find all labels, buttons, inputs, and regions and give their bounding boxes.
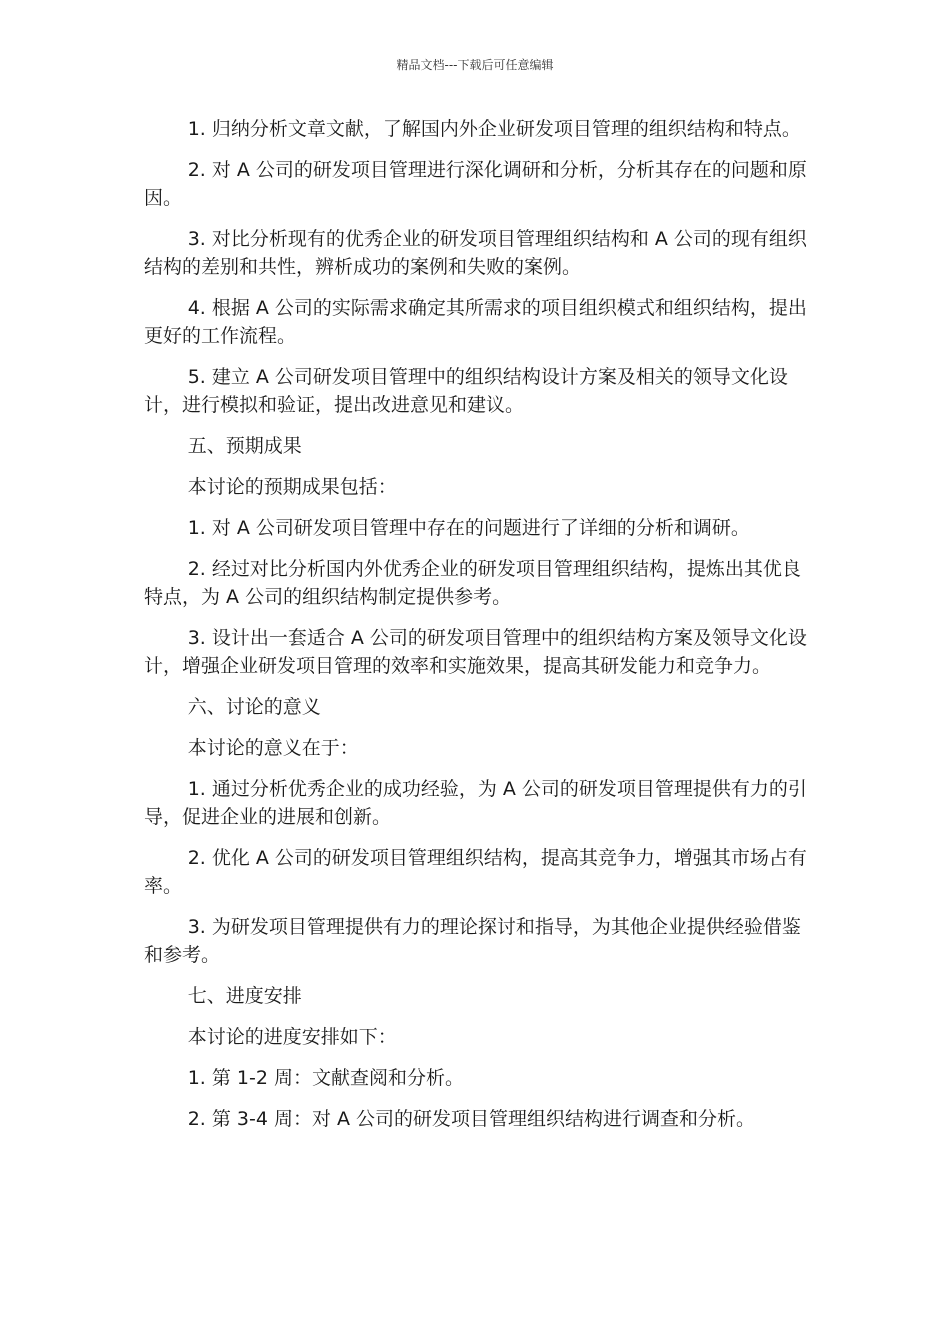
paragraph-research-item-5: 5. 建立 A 公司研发项目管理中的组织结构设计方案及相关的领导文化设计，进行模拟和验证，提出改进意见和建议。 xyxy=(144,366,788,416)
paragraph-expected-result-1: 1. 对 A 公司研发项目管理中存在的问题进行了详细的分析和调研。 xyxy=(187,517,750,539)
paragraph-research-item-1: 1. 归纳分析文章文献，了解国内外企业研发项目管理的组织结构和特点。 xyxy=(187,118,801,140)
paragraph-research-item-3: 3. 对比分析现有的优秀企业的研发项目管理组织结构和 A 公司的现有组织结构的差别和共性，辨析成功的案例和失败的案例。 xyxy=(144,228,807,278)
paragraph-research-item-2: 2. 对 A 公司的研发项目管理进行深化调研和分析，分析其存在的问题和原因。 xyxy=(144,159,807,209)
paragraph-schedule-2: 2. 第 3-4 周：对 A 公司的研发项目管理组织结构进行调查和分析。 xyxy=(187,1108,756,1130)
section-heading-schedule: 七、进度安排 xyxy=(187,985,302,1007)
paragraph-significance-3: 3. 为研发项目管理提供有力的理论探讨和指导，为其他企业提供经验借鉴和参考。 xyxy=(144,916,801,966)
section-heading-expected-results: 五、预期成果 xyxy=(187,435,302,457)
paragraph-expected-result-3: 3. 设计出一套适合 A 公司的研发项目管理中的组织结构方案及领导文化设计，增强企业研发项目管理的效率和实施效果，提高其研发能力和竞争力。 xyxy=(144,627,807,677)
page-header: 精品文档---下载后可任意编辑 xyxy=(396,58,554,72)
paragraph-significance-intro: 本讨论的意义在于： xyxy=(187,737,359,759)
paragraph-expected-results-intro: 本讨论的预期成果包括： xyxy=(187,476,397,498)
paragraph-research-item-4: 4. 根据 A 公司的实际需求确定其所需求的项目组织模式和组织结构，提出更好的工作流程。 xyxy=(144,297,807,347)
paragraph-significance-2: 2. 优化 A 公司的研发项目管理组织结构，提高其竞争力，增强其市场占有率。 xyxy=(144,847,807,897)
paragraph-significance-1: 1. 通过分析优秀企业的成功经验，为 A 公司的研发项目管理提供有力的引导，促进企业的进展和创新。 xyxy=(144,778,807,828)
paragraph-expected-result-2: 2. 经过对比分析国内外优秀企业的研发项目管理组织结构，提炼出其优良特点，为 A 公司的组织结构制定提供参考。 xyxy=(144,558,801,608)
document-body xyxy=(144,115,810,1146)
paragraph-schedule-intro: 本讨论的进度安排如下： xyxy=(187,1026,397,1048)
section-heading-significance: 六、讨论的意义 xyxy=(187,696,321,718)
paragraph-schedule-1: 1. 第 1-2 周：文献查阅和分析。 xyxy=(187,1067,464,1089)
